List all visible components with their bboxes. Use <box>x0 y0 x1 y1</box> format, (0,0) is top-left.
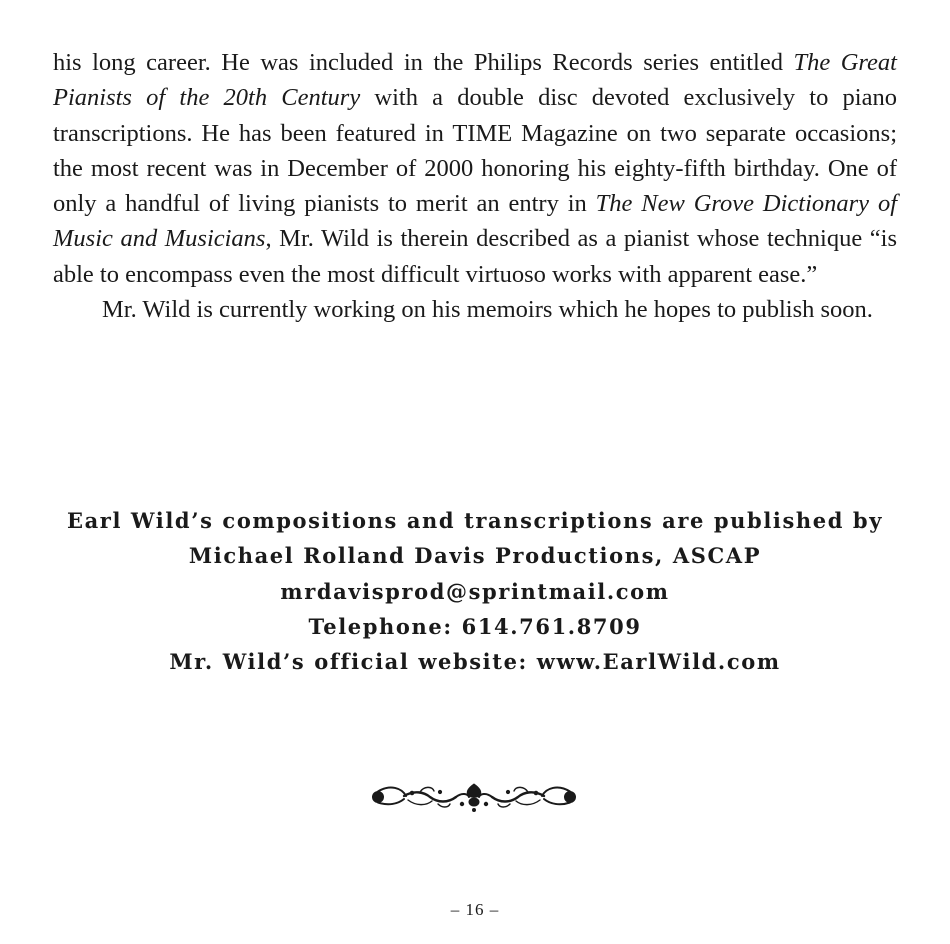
series-title: The Great Pianists of the 20th Century <box>53 49 897 112</box>
paragraph-career-text-2: with a double disc devoted exclusively to piano transcriptions. He has been featured in TIME Magazine on two separate occasions; the most recent was in December of 2000 honoring his eighty-fifth birthday. One of only a handful of living pianists to merit an entry in <box>53 84 897 218</box>
credits-line-publisher: Michael Rolland Davis Productions, ASCAP <box>188 543 762 569</box>
credits-website: Mr. Wild’s official website: www.EarlWild.com <box>169 649 781 675</box>
credits-line-published: Earl Wild’s compositions and transcriptions are published by <box>66 508 884 533</box>
credits-email: mrdavisprod@sprintmail.com <box>280 578 670 604</box>
paragraph-career <box>53 45 897 292</box>
publisher-credits <box>0 503 950 679</box>
credits-telephone: Telephone: 614.761.8709 <box>308 613 642 639</box>
paragraph-memoirs: Mr. Wild is currently working on his memoirs which he hopes to publish soon. <box>102 296 873 324</box>
scroll-ornament-icon <box>368 780 580 814</box>
paragraph-career-text-1: his long career. He was included in the Philips Records series entitled <box>53 49 794 76</box>
body-text <box>53 45 897 327</box>
paragraph-career-text-3: , Mr. Wild is therein described as a pianist whose technique “is able to encompass even the most difficult virtuoso works with apparent ease.” <box>53 225 898 288</box>
dictionary-title: The New Grove Dictionary of Music and Musicians <box>53 190 897 253</box>
page-number: – 16 – <box>450 900 500 919</box>
